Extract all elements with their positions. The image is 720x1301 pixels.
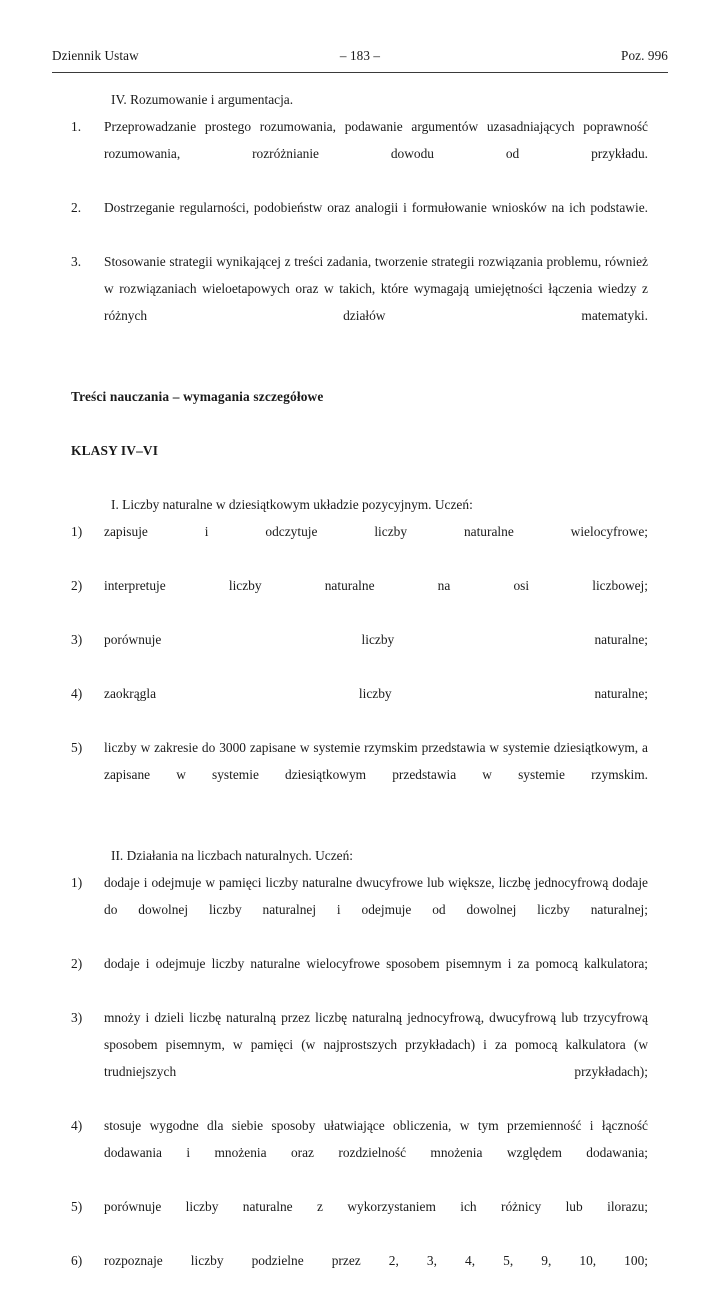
list-item-text: mnoży i dzieli liczbę naturalną przez liczbę naturalną jednocyfrową, dwucyfrową lub trzycyfrową sposobem pisemnym, w pamięci (w najprostszych przykładach) i za pomocą kalkulatora (w trudniejszych przykładach); bbox=[104, 1010, 648, 1079]
list-item-text: interpretuje liczby naturalne na osi liczbowej; bbox=[104, 578, 648, 593]
list-item bbox=[71, 950, 648, 1004]
list-item bbox=[71, 1247, 648, 1301]
header-page-number: – 183 – bbox=[339, 48, 381, 63]
document-body bbox=[71, 86, 648, 1301]
list-item bbox=[71, 626, 648, 680]
list-item-marker: 1) bbox=[71, 524, 83, 539]
spacer bbox=[71, 356, 648, 383]
list-item bbox=[71, 1112, 648, 1193]
list-item bbox=[71, 194, 648, 248]
list-item bbox=[71, 572, 648, 626]
list-item-marker: 4) bbox=[71, 686, 83, 701]
section-iv-title: IV. Rozumowanie i argumentacja. bbox=[111, 92, 294, 107]
heading-klasy: KLASY IV–VI bbox=[71, 443, 159, 458]
list-item-marker: 3. bbox=[71, 254, 82, 269]
list-item-marker: 5) bbox=[71, 740, 83, 755]
header-publication-title: Dziennik Ustaw bbox=[52, 48, 139, 63]
list-item-text: dodaje i odejmuje w pamięci liczby naturalne dwucyfrowe lub większe, liczbę jednocyfrową dodaje do dowolnej liczby naturalnej i odejmuje od dowolnej liczby naturalnej; bbox=[104, 875, 648, 917]
list-item bbox=[71, 734, 648, 815]
list-item-text: Przeprowadzanie prostego rozumowania, podawanie argumentów uzasadniających poprawność rozumowania, rozróżnianie dowodu od przykładu. bbox=[104, 119, 648, 161]
list-item bbox=[71, 1004, 648, 1112]
list-item-text: porównuje liczby naturalne; bbox=[104, 632, 648, 647]
heading-tresci-nauczania: Treści nauczania – wymagania szczegółowe bbox=[71, 389, 324, 404]
list-item-marker: 1) bbox=[71, 875, 83, 890]
section-i-list bbox=[71, 518, 648, 815]
list-item-marker: 2) bbox=[71, 956, 83, 971]
list-item bbox=[71, 869, 648, 950]
list-item-text: dodaje i odejmuje liczby naturalne wielocyfrowe sposobem pisemnym i za pomocą kalkulatora; bbox=[104, 956, 648, 971]
list-item-marker: 3) bbox=[71, 632, 83, 647]
list-item-text: liczby w zakresie do 3000 zapisane w systemie rzymskim przedstawia w systemie dziesiątkowym, a zapisane w systemie dziesiątkowym przedstawia w systemie rzymskim. bbox=[104, 740, 648, 782]
list-item-marker: 4) bbox=[71, 1118, 83, 1133]
list-item-marker: 1. bbox=[71, 119, 82, 134]
section-iv-list bbox=[71, 113, 648, 356]
list-item-text: porównuje liczby naturalne z wykorzystaniem ich różnicy lub ilorazu; bbox=[104, 1199, 648, 1214]
section-ii-title: II. Działania na liczbach naturalnych. Uczeń: bbox=[111, 848, 354, 863]
section-ii-list bbox=[71, 869, 648, 1301]
list-item bbox=[71, 113, 648, 194]
spacer bbox=[71, 464, 648, 491]
list-item-text: stosuje wygodne dla siebie sposoby ułatwiające obliczenia, w tym przemienność i łączność dodawania i mnożenia oraz rozdzielność mnożenia względem dodawania; bbox=[104, 1118, 648, 1160]
list-item-text: zaokrągla liczby naturalne; bbox=[104, 686, 648, 701]
list-item-text: Stosowanie strategii wynikającej z treści zadania, tworzenie strategii rozwiązania problemu, również w rozwiązaniach wieloetapowych oraz w takich, które wymagają umiejętności łączenia wiedzy z różnych działów matematyki. bbox=[104, 254, 648, 323]
list-item-text: Dostrzeganie regularności, podobieństw oraz analogii i formułowanie wniosków na ich podstawie. bbox=[104, 200, 648, 215]
list-item-text: rozpoznaje liczby podzielne przez 2, 3, 4, 5, 9, 10, 100; bbox=[104, 1253, 648, 1268]
list-item-text: zapisuje i odczytuje liczby naturalne wielocyfrowe; bbox=[104, 524, 648, 539]
header-item-number: Poz. 996 bbox=[621, 48, 668, 63]
list-item-marker: 3) bbox=[71, 1010, 83, 1025]
list-item-marker: 2) bbox=[71, 578, 83, 593]
list-item bbox=[71, 248, 648, 356]
list-item bbox=[71, 1193, 648, 1247]
list-item-marker: 6) bbox=[71, 1253, 83, 1268]
list-item bbox=[71, 680, 648, 734]
list-item-marker: 5) bbox=[71, 1199, 83, 1214]
section-i-title: I. Liczby naturalne w dziesiątkowym układzie pozycyjnym. Uczeń: bbox=[111, 497, 473, 512]
spacer bbox=[71, 815, 648, 842]
page-running-header bbox=[52, 46, 668, 73]
list-item bbox=[71, 518, 648, 572]
list-item-marker: 2. bbox=[71, 200, 82, 215]
spacer bbox=[71, 410, 648, 437]
